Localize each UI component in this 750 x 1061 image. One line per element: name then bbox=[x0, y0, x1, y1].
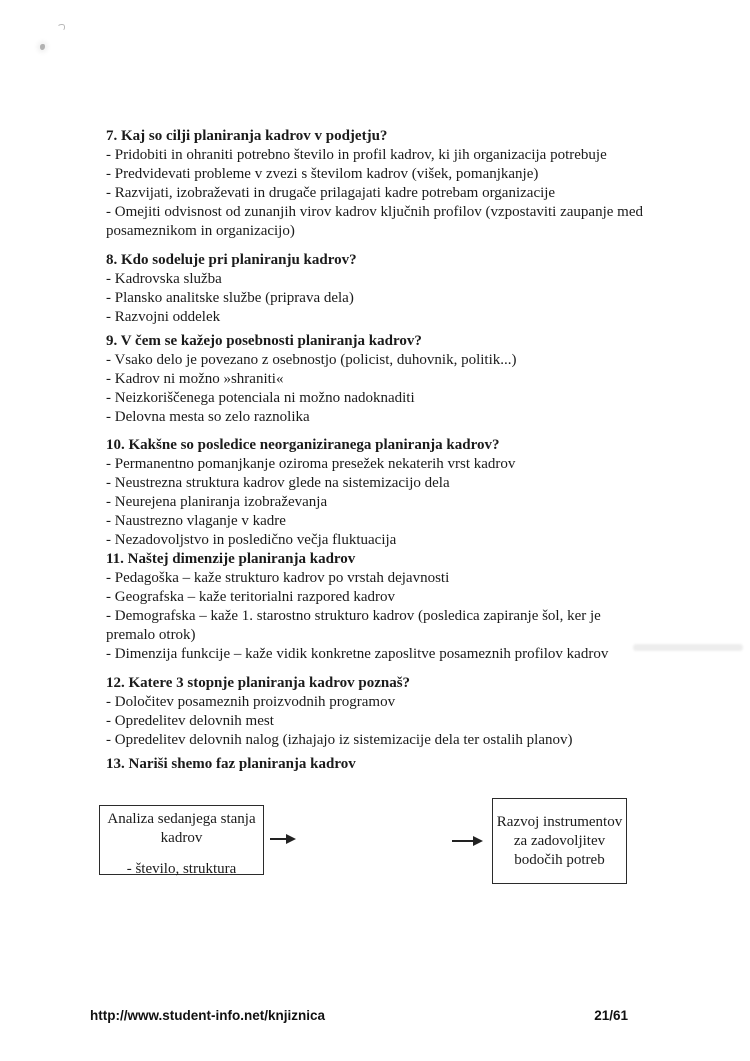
answer-line: - Pridobiti in ohraniti potrebno število in profil kadrov, ki jih organizacija potrebuje bbox=[106, 147, 607, 163]
scan-artifact bbox=[57, 24, 65, 31]
answer-line: - Določitev posameznih proizvodnih programov bbox=[106, 694, 396, 710]
arrow-right-icon bbox=[270, 832, 296, 846]
answer-line: - Neizkoriščenega potenciala ni možno nadoknaditi bbox=[106, 390, 415, 406]
answer-line: - Razvojni oddelek bbox=[106, 309, 221, 325]
question-section-10 bbox=[106, 436, 678, 550]
question-heading: 12. Katere 3 stopnje planiranja kadrov poznaš? bbox=[106, 675, 411, 691]
diagram-box-current-state bbox=[99, 805, 264, 875]
answer-line: - Kadrov ni možno »shraniti« bbox=[106, 371, 284, 387]
footer-url: http://www.student-info.net/knjiznica bbox=[90, 1008, 325, 1023]
question-heading: 7. Kaj so cilji planiranja kadrov v podjetju? bbox=[106, 128, 388, 144]
answer-line: - Demografska – kaže 1. starostno strukturo kadrov (posledica zapiranje šol, ker je bbox=[106, 608, 601, 624]
question-heading: 13. Nariši shemo faz planiranja kadrov bbox=[106, 756, 356, 772]
answer-line: - Opredelitev delovnih nalog (izhajajo iz sistemizacije dela ter ostalih planov) bbox=[106, 732, 573, 748]
question-section-8 bbox=[106, 251, 678, 327]
answer-line: - Kadrovska služba bbox=[106, 271, 222, 287]
answer-line: - Neurejena planiranja izobraževanja bbox=[106, 494, 328, 510]
answer-line: - Dimenzija funkcije – kaže vidik konkretne zaposlitve posameznih profilov kadrov bbox=[106, 646, 609, 662]
answer-line: - Razvijati, izobraževati in drugače prilagajati kadre potrebam organizacije bbox=[106, 185, 556, 201]
arrow-right-icon bbox=[452, 834, 483, 848]
question-section-11 bbox=[106, 550, 678, 664]
answer-line: - Opredelitev delovnih mest bbox=[106, 713, 274, 729]
answer-line: - Predvidevati probleme v zvezi s številom kadrov (višek, pomanjkanje) bbox=[106, 166, 539, 182]
diagram-box-text: kadrov bbox=[160, 830, 203, 846]
answer-line: - Omejiti odvisnost od zunanjih virov kadrov ključnih profilov (vzpostaviti zaupanje med bbox=[106, 204, 643, 220]
question-heading: 8. Kdo sodeluje pri planiranju kadrov? bbox=[106, 252, 357, 268]
answer-line: posameznikom in organizacijo) bbox=[106, 223, 295, 239]
diagram-box-text: Razvoj instrumentov bbox=[496, 813, 623, 830]
answer-line: - Vsako delo je povezano z osebnostjo (policist, duhovnik, politik...) bbox=[106, 352, 517, 368]
answer-line: - Naustrezno vlaganje v kadre bbox=[106, 513, 286, 529]
answer-line: - Pedagoška – kaže strukturo kadrov po vrstah dejavnosti bbox=[106, 570, 450, 586]
question-heading: 10. Kakšne so posledice neorganiziranega planiranja kadrov? bbox=[106, 437, 500, 453]
page-number: 21/61 bbox=[594, 1008, 628, 1023]
answer-line: - Neustrezna struktura kadrov glede na sistemizacijo dela bbox=[106, 475, 450, 491]
diagram-box-future-needs bbox=[492, 798, 627, 884]
diagram-box-text: bodočih potreb bbox=[514, 851, 605, 868]
question-section-13 bbox=[106, 755, 678, 774]
diagram-box-text: za zadovoljitev bbox=[513, 832, 606, 849]
diagram-box-text: - število, struktura bbox=[126, 861, 237, 877]
answer-line: premalo otrok) bbox=[106, 627, 196, 643]
question-section-9 bbox=[106, 332, 678, 427]
question-heading: 9. V čem se kažejo posebnosti planiranja kadrov? bbox=[106, 333, 422, 349]
scan-artifact bbox=[40, 44, 45, 50]
answer-line: - Geografska – kaže teritorialni razpored kadrov bbox=[106, 589, 396, 605]
page-footer bbox=[90, 1008, 628, 1023]
diagram-box-text: Analiza sedanjega stanja bbox=[107, 811, 256, 827]
diagram-box-spacer bbox=[100, 848, 263, 860]
answer-line: - Nezadovoljstvo in posledično večja fluktuacija bbox=[106, 532, 397, 548]
question-heading: 11. Naštej dimenzije planiranja kadrov bbox=[106, 551, 356, 567]
answer-line: - Permanentno pomanjkanje oziroma presežek nekaterih vrst kadrov bbox=[106, 456, 516, 472]
question-section-12 bbox=[106, 674, 678, 750]
answer-line: - Delovna mesta so zelo raznolika bbox=[106, 409, 310, 425]
question-section-7 bbox=[106, 127, 678, 241]
answer-line: - Plansko analitske službe (priprava dela) bbox=[106, 290, 354, 306]
